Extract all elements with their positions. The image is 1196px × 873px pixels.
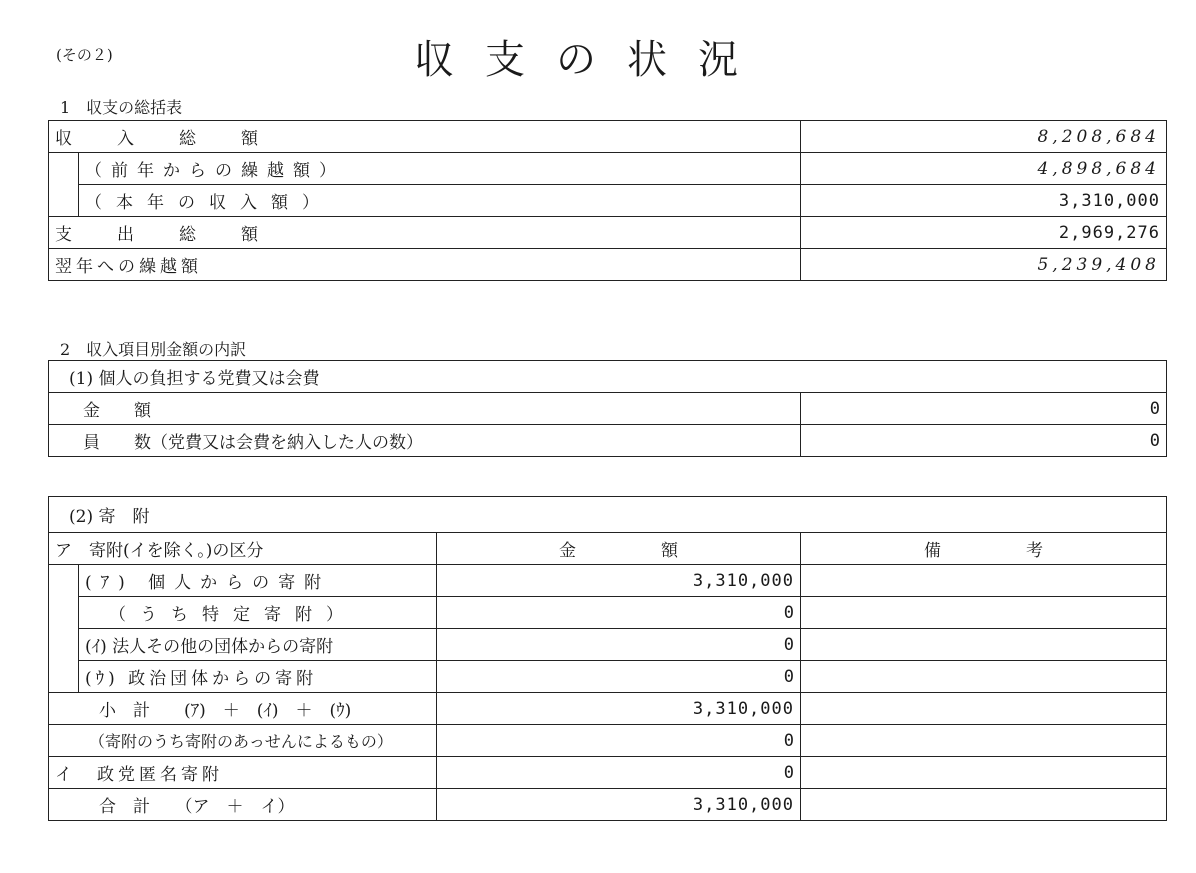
total-value: 3,310,000 [437,789,801,821]
remarks-cell [801,629,1167,661]
table-row [49,185,1167,217]
membership-table [48,360,1167,457]
total-label: 合 計 （ア ＋ イ） [49,789,437,821]
indent-cell [49,565,79,597]
remarks-cell [801,725,1167,757]
section1-heading: 1 収支の総括表 [60,98,183,117]
table-row [49,153,1167,185]
donations-header-remarks: 備 考 [801,533,1167,565]
remarks-cell [801,789,1167,821]
membership-count-label: 員 数（党費又は会費を納入した人の数） [49,425,801,457]
table-row [49,725,1167,757]
indent-cell [49,185,79,217]
anonymous-donation-value: 0 [437,757,801,789]
donation-political-value: 0 [437,661,801,693]
membership-title: (1) 個人の負担する党費又は会費 [49,361,1167,393]
table-row [49,789,1167,821]
table-row [49,249,1167,281]
table-row [49,393,1167,425]
table-row [49,533,1167,565]
remarks-cell [801,661,1167,693]
remarks-cell [801,757,1167,789]
donation-corporate-value: 0 [437,629,801,661]
table-row [49,425,1167,457]
table-row [49,597,1167,629]
mediated-donation-value: 0 [437,725,801,757]
remarks-cell [801,693,1167,725]
donation-individual-label: (ｱ) 個人からの寄附 [79,565,437,597]
total-income-label: 収 入 総 額 [49,121,801,153]
summary-table [48,120,1167,281]
membership-amount-value: 0 [801,393,1167,425]
donations-header-amount: 金 額 [437,533,801,565]
table-row [49,629,1167,661]
indent-cell [49,597,79,629]
page-title: 収支の状況 [414,37,769,83]
table-row [49,693,1167,725]
current-income-label: （本年の収入額） [79,185,801,217]
total-expense-label: 支 出 総 額 [49,217,801,249]
mediated-donation-label: （寄附のうち寄附のあっせんによるもの） [49,725,437,757]
donations-table [48,496,1167,821]
total-income-value: 8,208,684 [801,121,1167,153]
donations-title: (2) 寄 附 [49,497,1167,533]
section2-heading: 2 収入項目別金額の内訳 [60,340,247,359]
table-row [49,217,1167,249]
carryover-next-label: 翌年への繰越額 [49,249,801,281]
membership-amount-label: 金 額 [49,393,801,425]
donation-specific-value: 0 [437,597,801,629]
subtotal-label: 小 計 (ｱ) ＋ (ｲ) ＋ (ｳ) [49,693,437,725]
table-row [49,361,1167,393]
indent-cell [49,629,79,661]
table-row [49,497,1167,533]
donation-political-label: (ｳ) 政治団体からの寄附 [79,661,437,693]
remarks-cell [801,565,1167,597]
donations-header-category: ア 寄附(イを除く。)の区分 [49,533,437,565]
table-row [49,661,1167,693]
carryover-prev-label: （前年からの繰越額） [79,153,801,185]
page-label: (その２) [56,46,113,64]
indent-cell [49,153,79,185]
membership-count-value: 0 [801,425,1167,457]
donation-individual-value: 3,310,000 [437,565,801,597]
total-expense-value: 2,969,276 [801,217,1167,249]
table-row [49,121,1167,153]
carryover-prev-value: 4,898,684 [801,153,1167,185]
carryover-next-value: 5,239,408 [801,249,1167,281]
subtotal-value: 3,310,000 [437,693,801,725]
anonymous-donation-label: イ 政党匿名寄附 [49,757,437,789]
table-row [49,565,1167,597]
table-row [49,757,1167,789]
current-income-value: 3,310,000 [801,185,1167,217]
indent-cell [49,661,79,693]
donation-corporate-label: (ｲ) 法人その他の団体からの寄附 [79,629,437,661]
remarks-cell [801,597,1167,629]
donation-specific-label: （うち特定寄附） [79,597,437,629]
